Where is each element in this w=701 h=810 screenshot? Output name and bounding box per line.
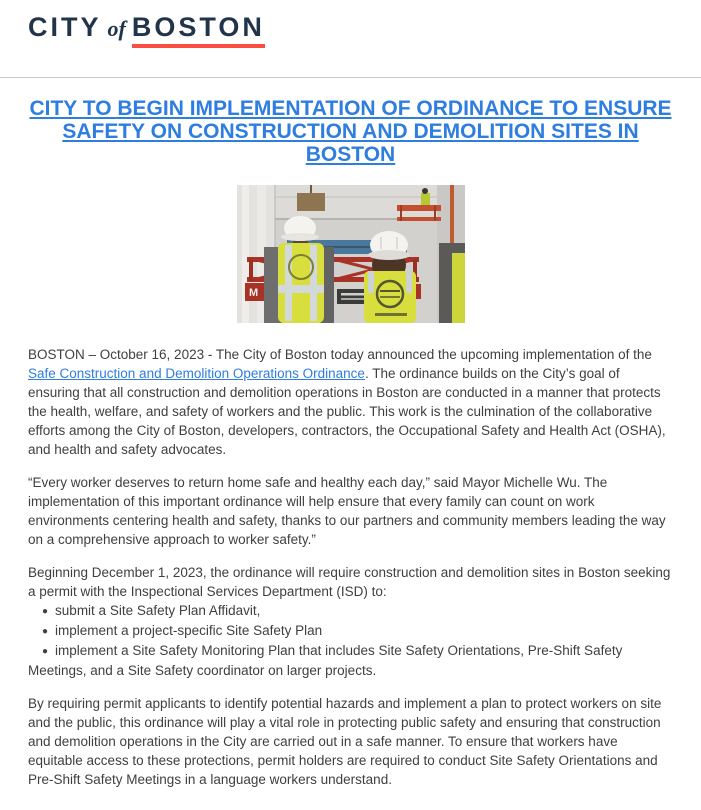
- ordinance-link[interactable]: Safe Construction and Demolition Operations Ordinance: [28, 366, 365, 381]
- paragraph-announcement-rest: . The ordinance builds on the City’s goal of ensuring that all construction and demolition operations in Boston are conducted in a manner that protects the health, welfare, and safety of workers and the public. This work is the culmination of the collaborative efforts among the City of Boston, developers, contractors, the Occupational Safety and Health Act (OSHA), and health and safety advocates.: [28, 366, 666, 457]
- paragraph-announcement: [28, 345, 673, 459]
- city-of-boston-logo[interactable]: [28, 12, 265, 47]
- list-item: [28, 641, 673, 680]
- article-body: [0, 323, 701, 789]
- list-item-text: implement a Site Safety Monitoring Plan that includes Site Safety Orientations, Pre-Shift Safety Meetings, and a Site Safety coordinator on larger projects.: [28, 643, 623, 678]
- construction-photo: [237, 185, 465, 323]
- list-item-text: submit a Site Safety Plan Affidavit,: [55, 603, 261, 618]
- bullet-icon: ●: [42, 626, 49, 637]
- list-item: [28, 601, 673, 621]
- paragraph-announcement-text: BOSTON – October 16, 2023 - The City of Boston today announced the upcoming implementation of the: [28, 347, 652, 362]
- list-item-text: implement a project-specific Site Safety Plan: [55, 623, 323, 638]
- machine-label-partial: M: [248, 287, 258, 299]
- paragraph-closing: By requiring permit applicants to identify potential hazards and implement a plan to protect workers on site and the public, this ordinance will play a vital role in protecting public safety and ensuring that construction and demolition operations in the City are carried out in a safe manner. To ensure that workers have equitable access to these protections, permit holders are required to conduct Site Safety Orientations and Pre-Shift Safety Meetings in a language workers understand.: [28, 696, 662, 787]
- page-header: [0, 0, 701, 47]
- header-divider: [0, 77, 701, 78]
- list-item: [28, 621, 673, 641]
- bullet-icon: ●: [42, 606, 49, 617]
- paragraph-mayor-quote: “Every worker deserves to return home safe and healthy each day,” said Mayor Michelle Wu. The implementation of this important ordinance will help ensure that every family can count on work environments centering health and safety, thanks to our partners and community members leading the way on a comprehensive approach to worker safety.”: [28, 475, 666, 547]
- bullet-icon: ●: [42, 646, 49, 657]
- logo-word-city: CITY: [28, 12, 102, 42]
- photo-container: [0, 185, 701, 323]
- logo-word-of: of: [107, 16, 126, 41]
- paragraph-requirements-intro: Beginning December 1, 2023, the ordinance will require construction and demolition sites in Boston seeking a permit with the Inspectional Services Department (ISD) to:: [28, 565, 671, 599]
- logo-word-boston: BOSTON: [132, 12, 265, 48]
- press-release-headline-link[interactable]: CITY TO BEGIN IMPLEMENTATION OF ORDINANCE TO ENSURE SAFETY ON CONSTRUCTION AND DEMOLITION SITES IN BOSTON: [29, 97, 672, 166]
